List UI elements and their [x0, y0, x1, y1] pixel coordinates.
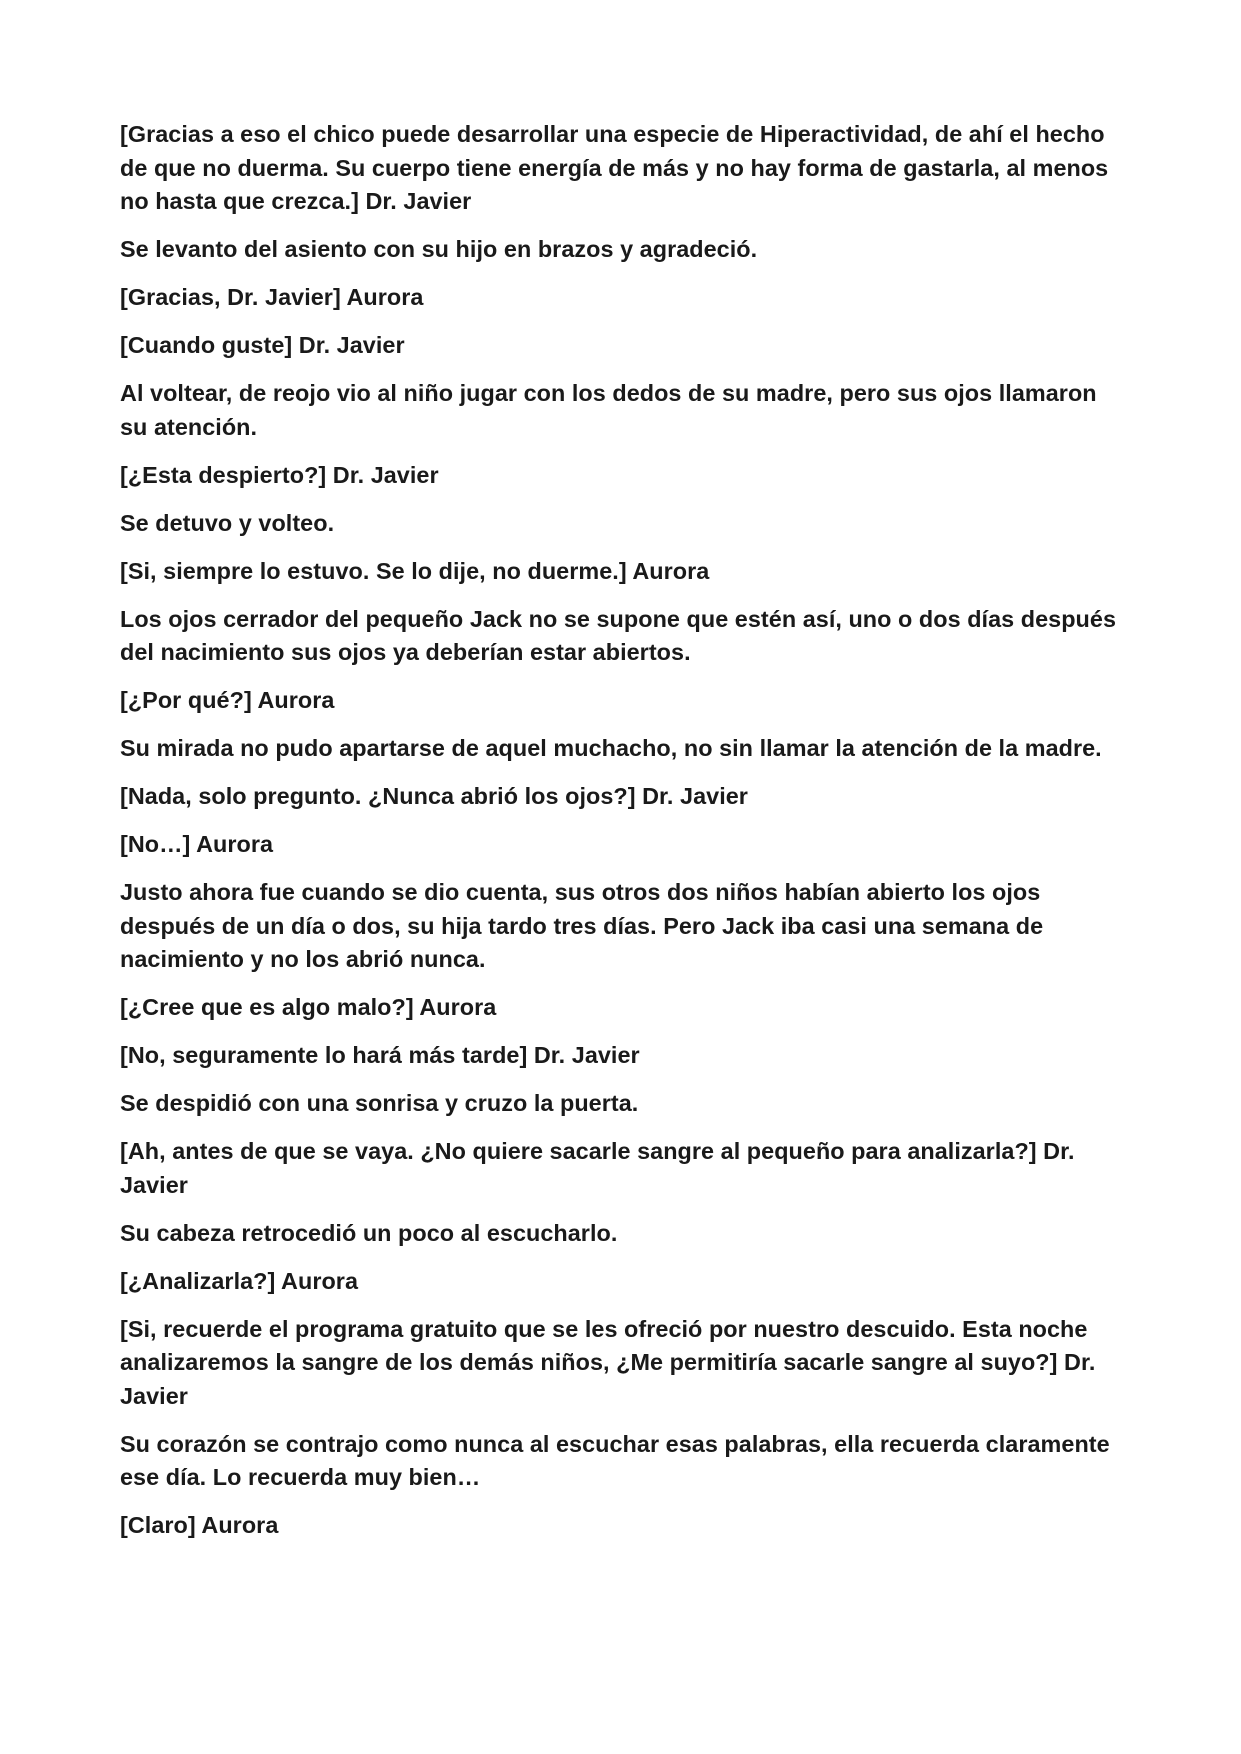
paragraph-2: Se levanto del asiento con su hijo en brazos y agradeció. — [120, 236, 758, 262]
paragraph-21: [Si, recuerde el programa gratuito que se les ofreció por nuestro descuido. Esta noche analizaremos la sangre de los demás niños, ¿Me permitiría sacarle sangre al suyo?] Dr. Javier — [120, 1315, 1096, 1409]
paragraph-10: [¿Por qué?] Aurora — [120, 687, 335, 713]
paragraph-17: Se despidió con una sonrisa y cruzo la puerta. — [120, 1090, 639, 1116]
paragraph-15: [¿Cree que es algo malo?] Aurora — [120, 994, 497, 1020]
paragraph-19: Su cabeza retrocedió un poco al escucharlo. — [120, 1219, 618, 1246]
paragraph-4: [Cuando guste] Dr. Javier — [120, 332, 405, 358]
paragraph-23: [Claro] Aurora — [120, 1512, 279, 1538]
paragraph-18: [Ah, antes de que se vaya. ¿No quiere sacarle sangre al pequeño para analizarla?] Dr. Javier — [120, 1138, 1075, 1198]
paragraph-8: [Si, siempre lo estuvo. Se lo dije, no duerme.] Aurora — [120, 557, 710, 584]
paragraph-22: Su corazón se contrajo como nunca al escuchar esas palabras, ella recuerda claramente ese día. Lo recuerda muy bien… — [120, 1430, 1110, 1490]
paragraph-12: [Nada, solo pregunto. ¿Nunca abrió los ojos?] Dr. Javier — [120, 783, 748, 809]
paragraph-20: [¿Analizarla?] Aurora — [120, 1267, 359, 1294]
paragraph-9: Los ojos cerrador del pequeño Jack no se supone que estén así, uno o dos días después del nacimiento sus ojos ya deberían estar abiertos. — [120, 605, 1116, 665]
paragraph-16: [No, seguramente lo hará más tarde] Dr. Javier — [120, 1042, 640, 1068]
paragraph-11: Su mirada no pudo apartarse de aquel muchacho, no sin llamar la atención de la madre. — [120, 735, 1102, 761]
paragraph-13: [No…] Aurora — [120, 831, 274, 857]
paragraph-1: [Gracias a eso el chico puede desarrollar una especie de Hiperactividad, de ahí el hecho de que no duerma. Su cuerpo tiene energía de más y no hay forma de gastarla, al menos no hasta que crezca.] Dr. Javier — [120, 121, 1109, 214]
paragraph-14: Justo ahora fue cuando se dio cuenta, sus otros dos niños habían abierto los ojos después de un día o dos, su hija tardo tres días. Pero Jack iba casi una semana de nacimiento y no los abrió nunca. — [120, 879, 1044, 972]
paragraph-7: Se detuvo y volteo. — [120, 509, 335, 536]
document-body — [120, 118, 1120, 1557]
paragraph-3: [Gracias, Dr. Javier] Aurora — [120, 284, 424, 310]
paragraph-5: Al voltear, de reojo vio al niño jugar con los dedos de su madre, pero sus ojos llamaron su atención. — [120, 380, 1097, 440]
paragraph-6: [¿Esta despierto?] Dr. Javier — [120, 461, 439, 488]
